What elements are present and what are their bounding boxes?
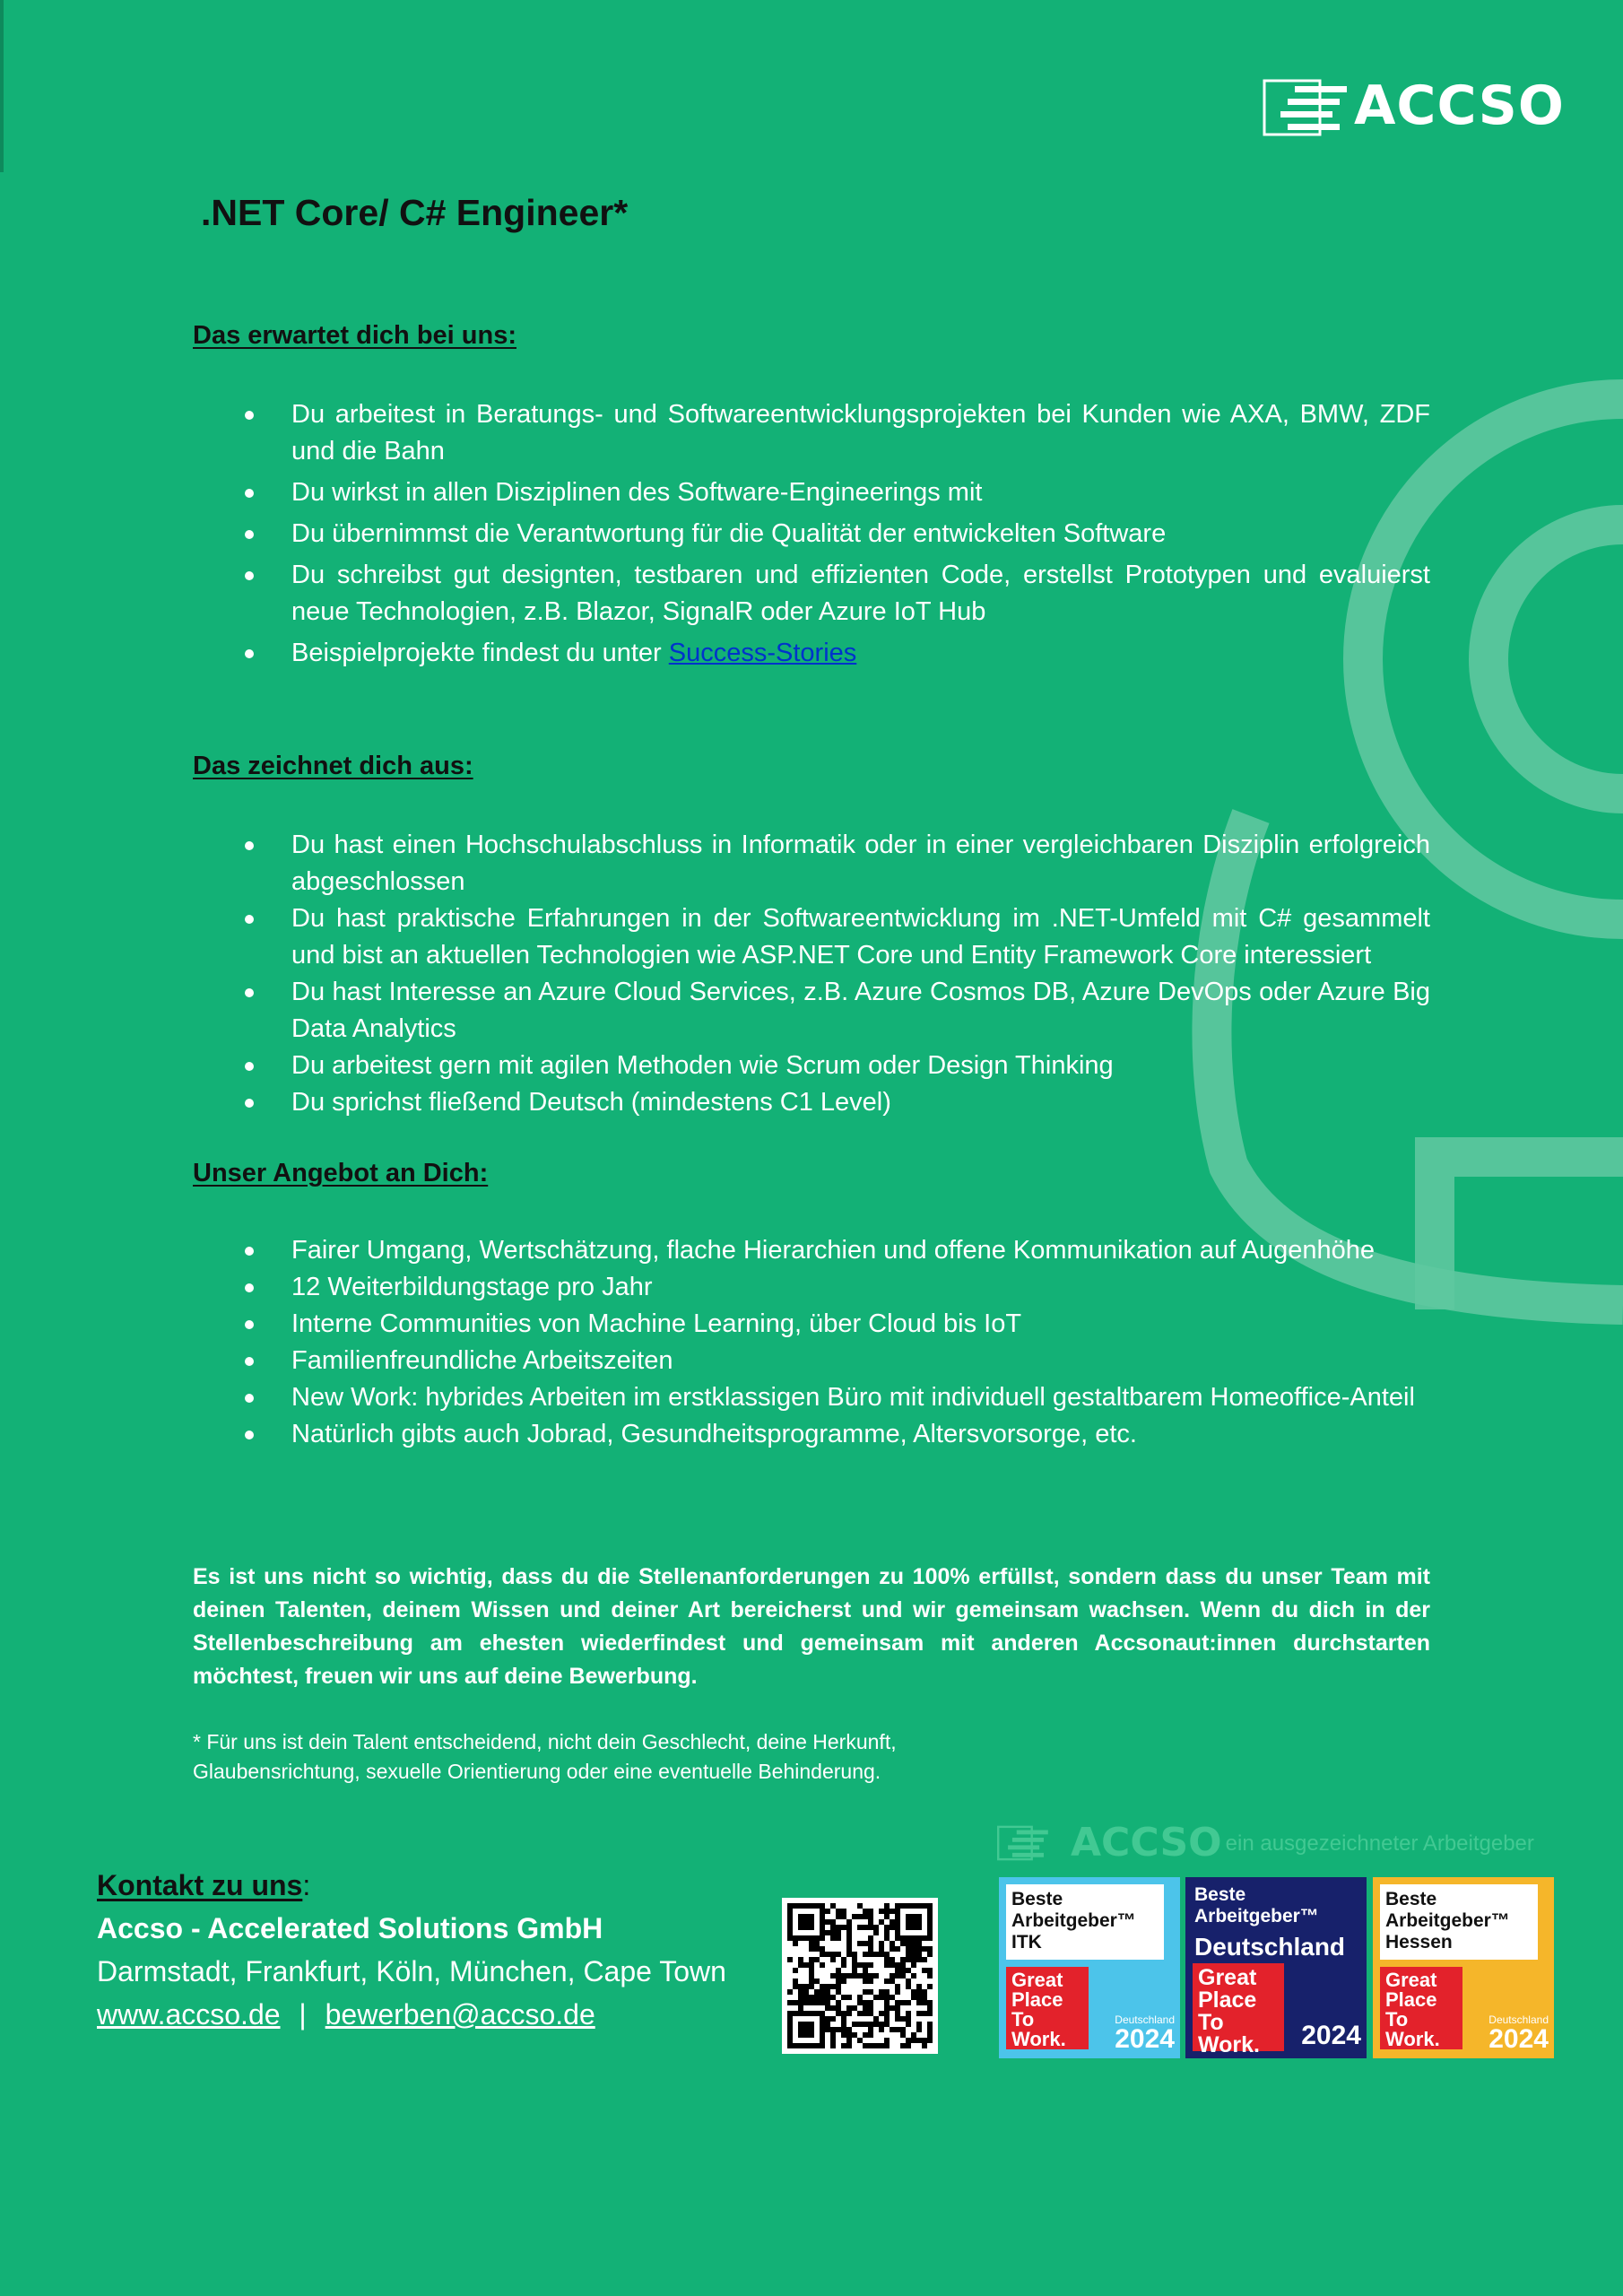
gptw-line: Work. [1385, 2028, 1440, 2050]
badge-title-line: Hessen [1385, 1932, 1453, 1952]
left-edge-line [0, 0, 4, 172]
list-item: Du sprichst fließend Deutsch (mindestens C1 Level) [291, 1084, 1430, 1121]
gptw-line: To [1198, 2010, 1224, 2035]
badge-title-line: Beste [1385, 1889, 1437, 1909]
badge-title-line: ITK [1011, 1932, 1042, 1952]
badge-title-line: Arbeitgeber™ [1385, 1910, 1510, 1931]
list-item: Du hast Interesse an Azure Cloud Services, z.B. Azure Cosmos DB, Azure DevOps oder Azure Big Data Analytics [291, 974, 1430, 1048]
badge-title [1380, 1884, 1538, 1960]
gptw-line: Great [1198, 1965, 1257, 1990]
gptw-line: To [1385, 2008, 1409, 2031]
badge-country: Deutschland [1115, 2013, 1175, 2026]
success-stories-link[interactable]: Success-Stories [668, 639, 857, 667]
expect-list [291, 396, 1430, 676]
contact-heading-line [97, 1864, 726, 1907]
list-item: Du hast einen Hochschulabschluss in Informatik oder in einer vergleichbaren Disziplin erfolgreich abgeschlossen [291, 827, 1430, 900]
badge-year: 2024 [1488, 2024, 1549, 2054]
email-link[interactable]: bewerben@accso.de [325, 1998, 595, 2031]
gptw-line: Great [1011, 1969, 1063, 1991]
award-header-wordmark: ACCSO [1071, 1820, 1222, 1866]
badge-title [1006, 1884, 1164, 1960]
list-item: Du hast praktische Erfahrungen in der Softwareentwicklung im .NET-Umfeld mit C# gesammelt und bist an aktuellen Technologien wie ASP.NET Core und Entity Framework Core interessiert [291, 900, 1430, 974]
office-locations: Darmstadt, Frankfurt, Köln, München, Cape Town [97, 1955, 726, 1987]
list-item: Natürlich gibts auch Jobrad, Gesundheitsprogramme, Altersvorsorge, etc. [291, 1416, 1430, 1453]
list-item: Du schreibst gut designten, testbaren und effizienten Code, erstellst Prototypen und evaluierst neue Technologien, z.B. Blazor, SignalR oder Azure IoT Hub [291, 557, 1430, 631]
badge-country: Deutschland [1488, 2013, 1549, 2026]
list-item: Interne Communities von Machine Learning, über Cloud bis IoT [291, 1306, 1430, 1343]
job-title: .NET Core/ C# Engineer* [201, 192, 629, 233]
section-heading-expect: Das erwartet dich bei uns: [193, 321, 516, 350]
diversity-note: * Für uns ist dein Talent entscheidend, nicht dein Geschlecht, deine Herkunft, Glaubensrichtung, sexuelle Orientierung oder eine eventuelle Behinderung. [193, 1730, 897, 1783]
list-item: Du arbeitest gern mit agilen Methoden wie Scrum oder Design Thinking [291, 1048, 1430, 1084]
award-badge-itk [999, 1877, 1180, 2058]
company-name: Accso - Accelerated Solutions GmbH [97, 1912, 603, 1944]
award-header [997, 1819, 1553, 1867]
badge-title-line: Deutschland [1194, 1933, 1346, 1961]
award-header-tagline: - ein ausgezeichneter Arbeitgeber [1212, 1831, 1534, 1856]
logo-stripes-icon [997, 1824, 1049, 1862]
list-item: 12 Weiterbildungstage pro Jahr [291, 1269, 1430, 1306]
gptw-logo [1380, 1967, 1462, 2049]
gptw-line: To [1011, 2008, 1035, 2031]
list-item: Du arbeitest in Beratungs- und Softwareentwicklungsprojekten bei Kunden wie AXA, BMW, ZDF und die Bahn [291, 396, 1430, 470]
offer-list [291, 1232, 1430, 1453]
list-item: New Work: hybrides Arbeiten im erstklassigen Büro mit individuell gestaltbarem Homeoffice-Anteil [291, 1379, 1430, 1416]
contact-heading-colon: : [302, 1869, 311, 1901]
section-heading-profile: Das zeichnet dich aus: [193, 752, 473, 780]
badge-title [1191, 1883, 1361, 1963]
closing-paragraph: Es ist uns nicht so wichtig, dass du die Stellenanforderungen zu 100% erfüllst, sondern dass du unser Team mit deinen Talenten, deinem Wissen und deiner Art bereicherst und wir gemeinsam wachsen. Wenn du dich in der Stellenbeschreibung am ehesten wiederfindest und gemeinsam mit anderen Accsonaut:innen durchstarten möchtest, freuen wir uns auf deine Bewerbung. [193, 1564, 1430, 1689]
accso-logo [1263, 74, 1565, 140]
list-item: Du übernimmst die Verantwortung für die Qualität der entwickelten Software [291, 516, 1430, 552]
website-link[interactable]: www.accso.de [97, 1998, 281, 2031]
profile-list [291, 827, 1430, 1121]
contact-heading: Kontakt zu uns [97, 1869, 303, 1901]
gptw-line: Place [1385, 1988, 1437, 2011]
award-badge-deutschland [1185, 1877, 1367, 2058]
gptw-line: Place [1198, 1987, 1257, 2013]
list-item-text: Beispielprojekte findest du unter [291, 639, 669, 667]
badge-title-line: Beste Arbeitgeber™ [1194, 1884, 1319, 1926]
list-item [291, 635, 1430, 672]
list-item: Du wirkst in allen Disziplinen des Software-Engineerings mit [291, 474, 1430, 511]
section-heading-offer: Unser Angebot an Dich: [193, 1159, 489, 1187]
badge-title-line: Arbeitgeber™ [1011, 1910, 1136, 1931]
contact-links [97, 1993, 726, 2036]
logo-wordmark: ACCSO [1354, 74, 1565, 137]
gptw-line: Work. [1198, 2032, 1260, 2057]
badge-year: 2024 [1301, 2021, 1361, 2050]
gptw-line: Work. [1011, 2028, 1066, 2050]
qr-code[interactable] [782, 1898, 938, 2054]
link-separator: | [299, 1998, 307, 2031]
gptw-logo [1006, 1967, 1089, 2049]
badge-title-line: Beste [1011, 1889, 1063, 1909]
list-item: Familienfreundliche Arbeitszeiten [291, 1343, 1430, 1379]
gptw-line: Great [1385, 1969, 1437, 1991]
gptw-logo [1193, 1963, 1284, 2057]
logo-stripes-icon [1263, 79, 1349, 136]
badge-year: 2024 [1115, 2024, 1175, 2054]
award-badge-hessen [1373, 1877, 1554, 2058]
gptw-line: Place [1011, 1988, 1063, 2011]
list-item: Fairer Umgang, Wertschätzung, flache Hierarchien und offene Kommunikation auf Augenhöhe [291, 1232, 1430, 1269]
contact-block [97, 1864, 726, 2036]
